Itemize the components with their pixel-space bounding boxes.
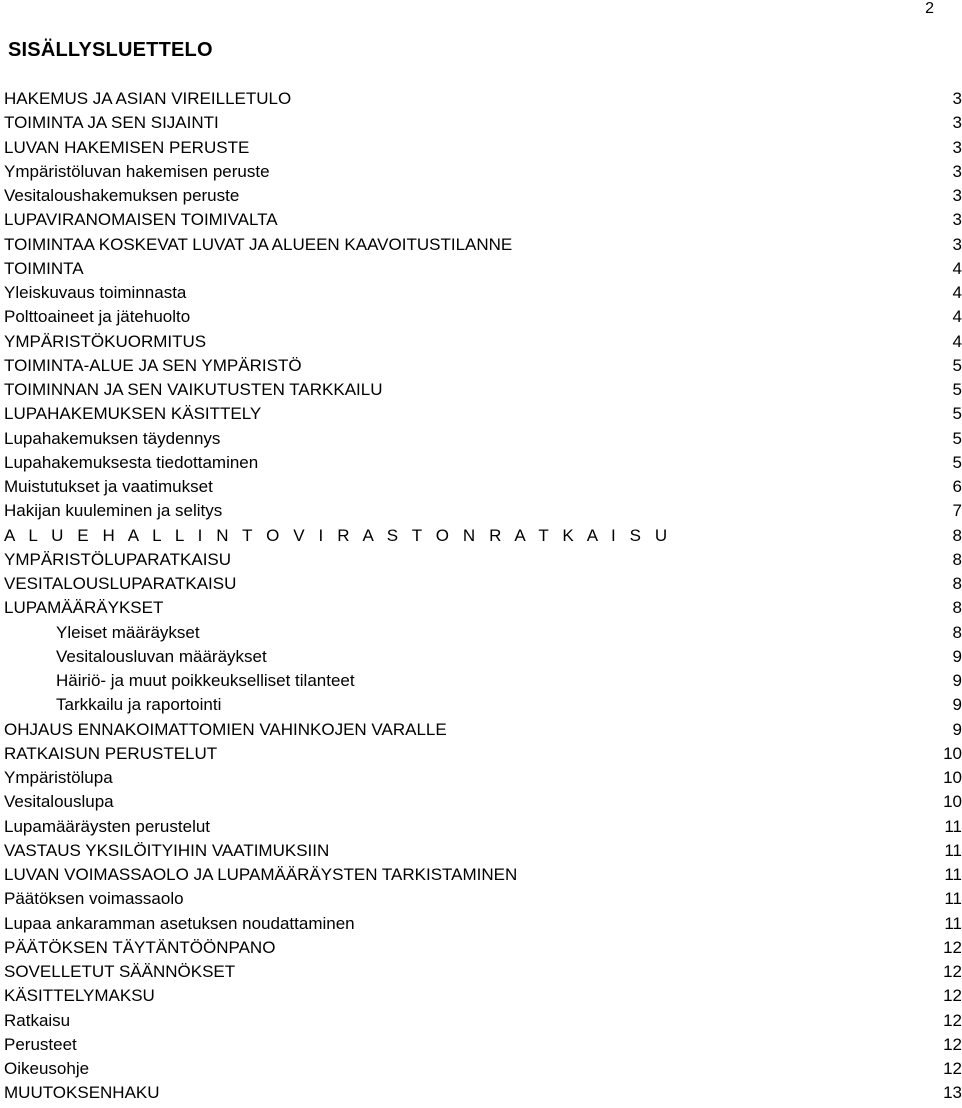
toc-title: SISÄLLYSLUETTELO — [8, 39, 213, 61]
toc-entry-label: Lupahakemuksen täydennys — [4, 428, 221, 448]
toc-entry[interactable] — [4, 305, 962, 329]
toc-entry-page: 4 — [952, 331, 962, 351]
toc-entry[interactable] — [4, 524, 962, 548]
toc-entry[interactable] — [4, 1081, 962, 1105]
toc-entry-page: 12 — [943, 1034, 962, 1054]
toc-entry-page: 11 — [944, 865, 962, 884]
toc-entry-page: 4 — [952, 283, 962, 302]
toc-entry[interactable] — [4, 233, 962, 257]
toc-entry[interactable] — [4, 621, 962, 645]
toc-entry-page: 5 — [952, 380, 962, 399]
toc-entry[interactable] — [4, 354, 962, 378]
toc-entry-label: YMPÄRISTÖKUORMITUS — [4, 331, 207, 351]
toc-entry-page: 12 — [943, 1059, 962, 1078]
toc-entry-label: LUVAN VOIMASSAOLO JA LUPAMÄÄRÄYSTEN TARKISTAMINEN — [4, 865, 518, 884]
toc-entry[interactable] — [4, 936, 962, 960]
toc-entry[interactable] — [4, 839, 962, 863]
toc-entry[interactable] — [4, 596, 962, 620]
toc-entry-page: 3 — [952, 161, 962, 181]
toc-entry-page: 3 — [952, 186, 962, 205]
toc-entry-page: 13 — [943, 1083, 962, 1103]
toc-entry[interactable] — [4, 718, 962, 742]
toc-entry[interactable] — [4, 863, 962, 887]
toc-entry[interactable] — [4, 790, 962, 814]
toc-entry-page: 10 — [943, 792, 962, 812]
toc-entry-label: Perusteet — [4, 1034, 77, 1054]
toc-entry-page: 3 — [952, 234, 962, 254]
toc-entry-label: MUUTOKSENHAKU — [4, 1083, 160, 1103]
toc-entry-page: 12 — [943, 1010, 962, 1030]
toc-entry-label: LUPAVIRANOMAISEN TOIMIVALTA — [4, 210, 278, 230]
toc-entry-page: 12 — [943, 937, 962, 957]
toc-entry-label: Ratkaisu — [4, 1010, 71, 1030]
toc-entry-label: LUPAHAKEMUKSEN KÄSITTELY — [4, 404, 262, 424]
toc-entry-page: 6 — [952, 477, 962, 496]
toc-entry-label: Päätöksen voimassaolo — [4, 889, 184, 909]
toc-entry[interactable] — [4, 1057, 962, 1081]
toc-entry-page: 5 — [952, 355, 962, 375]
toc-entry-page: 3 — [952, 210, 962, 230]
toc-entry-label: Oikeusohje — [4, 1059, 90, 1078]
toc-entry-page: 11 — [944, 889, 962, 909]
page-number: 2 — [925, 0, 934, 17]
toc-entry-label: HAKEMUS JA ASIAN VIREILLETULO — [4, 89, 292, 108]
toc-entry-page: 3 — [952, 113, 962, 133]
toc-entry-page: 5 — [952, 452, 962, 472]
toc-entry[interactable] — [4, 184, 962, 208]
toc-entry-page: 11 — [944, 840, 962, 860]
toc-entry-label: TOIMINTA JA SEN SIJAINTI — [4, 113, 219, 133]
toc-entry[interactable] — [4, 378, 962, 402]
toc-entry-label: TOIMINTAA KOSKEVAT LUVAT JA ALUEEN KAAVOITUSTILANNE — [4, 234, 513, 254]
toc-entry[interactable] — [4, 887, 962, 911]
toc-entry-page: 5 — [952, 428, 962, 448]
toc-entry[interactable] — [4, 960, 962, 984]
toc-entry[interactable] — [4, 742, 962, 766]
toc-entry[interactable] — [4, 257, 962, 281]
toc-entry-page: 4 — [952, 258, 962, 278]
toc-entry-label: Lupaa ankaramman asetuksen noudattaminen — [4, 913, 355, 933]
toc-entry-page: 3 — [952, 89, 962, 108]
toc-entry-label: Yleiskuvaus toiminnasta — [4, 283, 187, 302]
toc-entry-page: 12 — [943, 986, 962, 1006]
toc-entry[interactable] — [4, 548, 962, 572]
toc-entry-page: 9 — [952, 671, 962, 690]
toc-entry[interactable] — [4, 1009, 962, 1033]
toc-entry[interactable] — [4, 912, 962, 936]
toc-entry[interactable] — [4, 815, 962, 839]
toc-entry[interactable] — [4, 451, 962, 475]
toc-entry-label: YMPÄRISTÖLUPARATKAISU — [4, 549, 232, 569]
toc-entry[interactable] — [4, 402, 962, 426]
toc-entry-label: Vesitaloushakemuksen peruste — [4, 186, 240, 205]
toc-entry-label: VASTAUS YKSILÖITYIHIN VAATIMUKSIIN — [4, 840, 330, 860]
toc-entry[interactable] — [4, 693, 962, 717]
toc-entry[interactable] — [4, 669, 962, 693]
toc-entry-label: Vesitalouslupa — [4, 792, 114, 812]
toc-entry-label: Ympäristöluvan hakemisen peruste — [4, 161, 270, 181]
toc-entry[interactable] — [4, 766, 962, 790]
toc-entry-page: 4 — [952, 307, 962, 327]
toc-entry[interactable] — [4, 136, 962, 160]
toc-entry-label: Hakijan kuuleminen ja selitys — [4, 501, 223, 521]
toc-entry-page: 5 — [952, 404, 962, 424]
toc-entry-page: 11 — [944, 816, 962, 836]
toc-entry-label: Muistutukset ja vaatimukset — [4, 477, 213, 496]
toc-entry[interactable] — [4, 475, 962, 499]
toc-entry[interactable] — [4, 427, 962, 451]
toc-entry-label: PÄÄTÖKSEN TÄYTÄNTÖÖNPANO — [4, 937, 276, 957]
toc-entry-page: 8 — [952, 525, 962, 545]
toc-entry-label: KÄSITTELYMAKSU — [4, 986, 155, 1006]
toc-entry-label: LUPAMÄÄRÄYKSET — [4, 598, 164, 618]
toc-entry-label: Tarkkailu ja raportointi — [56, 695, 222, 715]
toc-entry-page: 9 — [952, 646, 962, 666]
toc-entry[interactable] — [4, 645, 962, 669]
toc-entry[interactable] — [4, 281, 962, 305]
toc-entry[interactable] — [4, 160, 962, 184]
toc-entry-label: TOIMINTA — [4, 258, 84, 278]
toc-entry-label: Yleiset määräykset — [56, 622, 200, 642]
toc-entry[interactable] — [4, 87, 962, 111]
toc-entry[interactable] — [4, 330, 962, 354]
toc-entry-page: 12 — [943, 962, 962, 981]
toc-entry-label: Vesitalousluvan määräykset — [56, 646, 267, 666]
toc-entry-page: 7 — [952, 501, 962, 521]
toc-entry[interactable] — [4, 111, 962, 135]
toc-entry-page: 8 — [952, 549, 962, 569]
toc-entry[interactable] — [4, 984, 962, 1008]
toc-entry-label: RATKAISUN PERUSTELUT — [4, 743, 218, 763]
toc-entry[interactable] — [4, 499, 962, 523]
toc-entry[interactable] — [4, 1033, 962, 1057]
toc-entry[interactable] — [4, 572, 962, 596]
toc-entry-page: 8 — [952, 598, 962, 618]
toc-entry-label: LUVAN HAKEMISEN PERUSTE — [4, 137, 250, 157]
toc-entry-label: Ympäristölupa — [4, 768, 113, 787]
toc-entry-page: 3 — [952, 137, 962, 157]
toc-list — [4, 87, 962, 1106]
toc-entry-label: Lupahakemuksesta tiedottaminen — [4, 452, 259, 472]
toc-entry-label: Polttoaineet ja jätehuolto — [4, 307, 191, 327]
toc-entry-label: TOIMINNAN JA SEN VAIKUTUSTEN TARKKAILU — [4, 380, 383, 399]
toc-entry-label: SOVELLETUT SÄÄNNÖKSET — [4, 962, 236, 981]
toc-entry-label: OHJAUS ENNAKOIMATTOMIEN VAHINKOJEN VARALLE — [4, 719, 447, 739]
toc-entry-page: 10 — [943, 768, 962, 787]
toc-entry-page: 9 — [952, 695, 962, 715]
toc-entry-label: TOIMINTA-ALUE JA SEN YMPÄRISTÖ — [4, 355, 302, 375]
toc-entry-label: VESITALOUSLUPARATKAISU — [4, 574, 237, 593]
toc-entry-page: 11 — [944, 913, 962, 933]
toc-entry-label: Häiriö- ja muut poikkeukselliset tilanteet — [56, 671, 355, 690]
toc-entry-page: 8 — [952, 622, 962, 642]
toc-entry-page: 8 — [952, 574, 962, 593]
toc-entry-label: Lupamääräysten perustelut — [4, 816, 211, 836]
toc-entry-label: A L U E H A L L I N T O V I R A S T O N R A T K A I S U — [4, 525, 672, 545]
toc-entry-page: 9 — [952, 719, 962, 739]
toc-entry[interactable] — [4, 208, 962, 232]
toc-entry-page: 10 — [943, 743, 962, 763]
